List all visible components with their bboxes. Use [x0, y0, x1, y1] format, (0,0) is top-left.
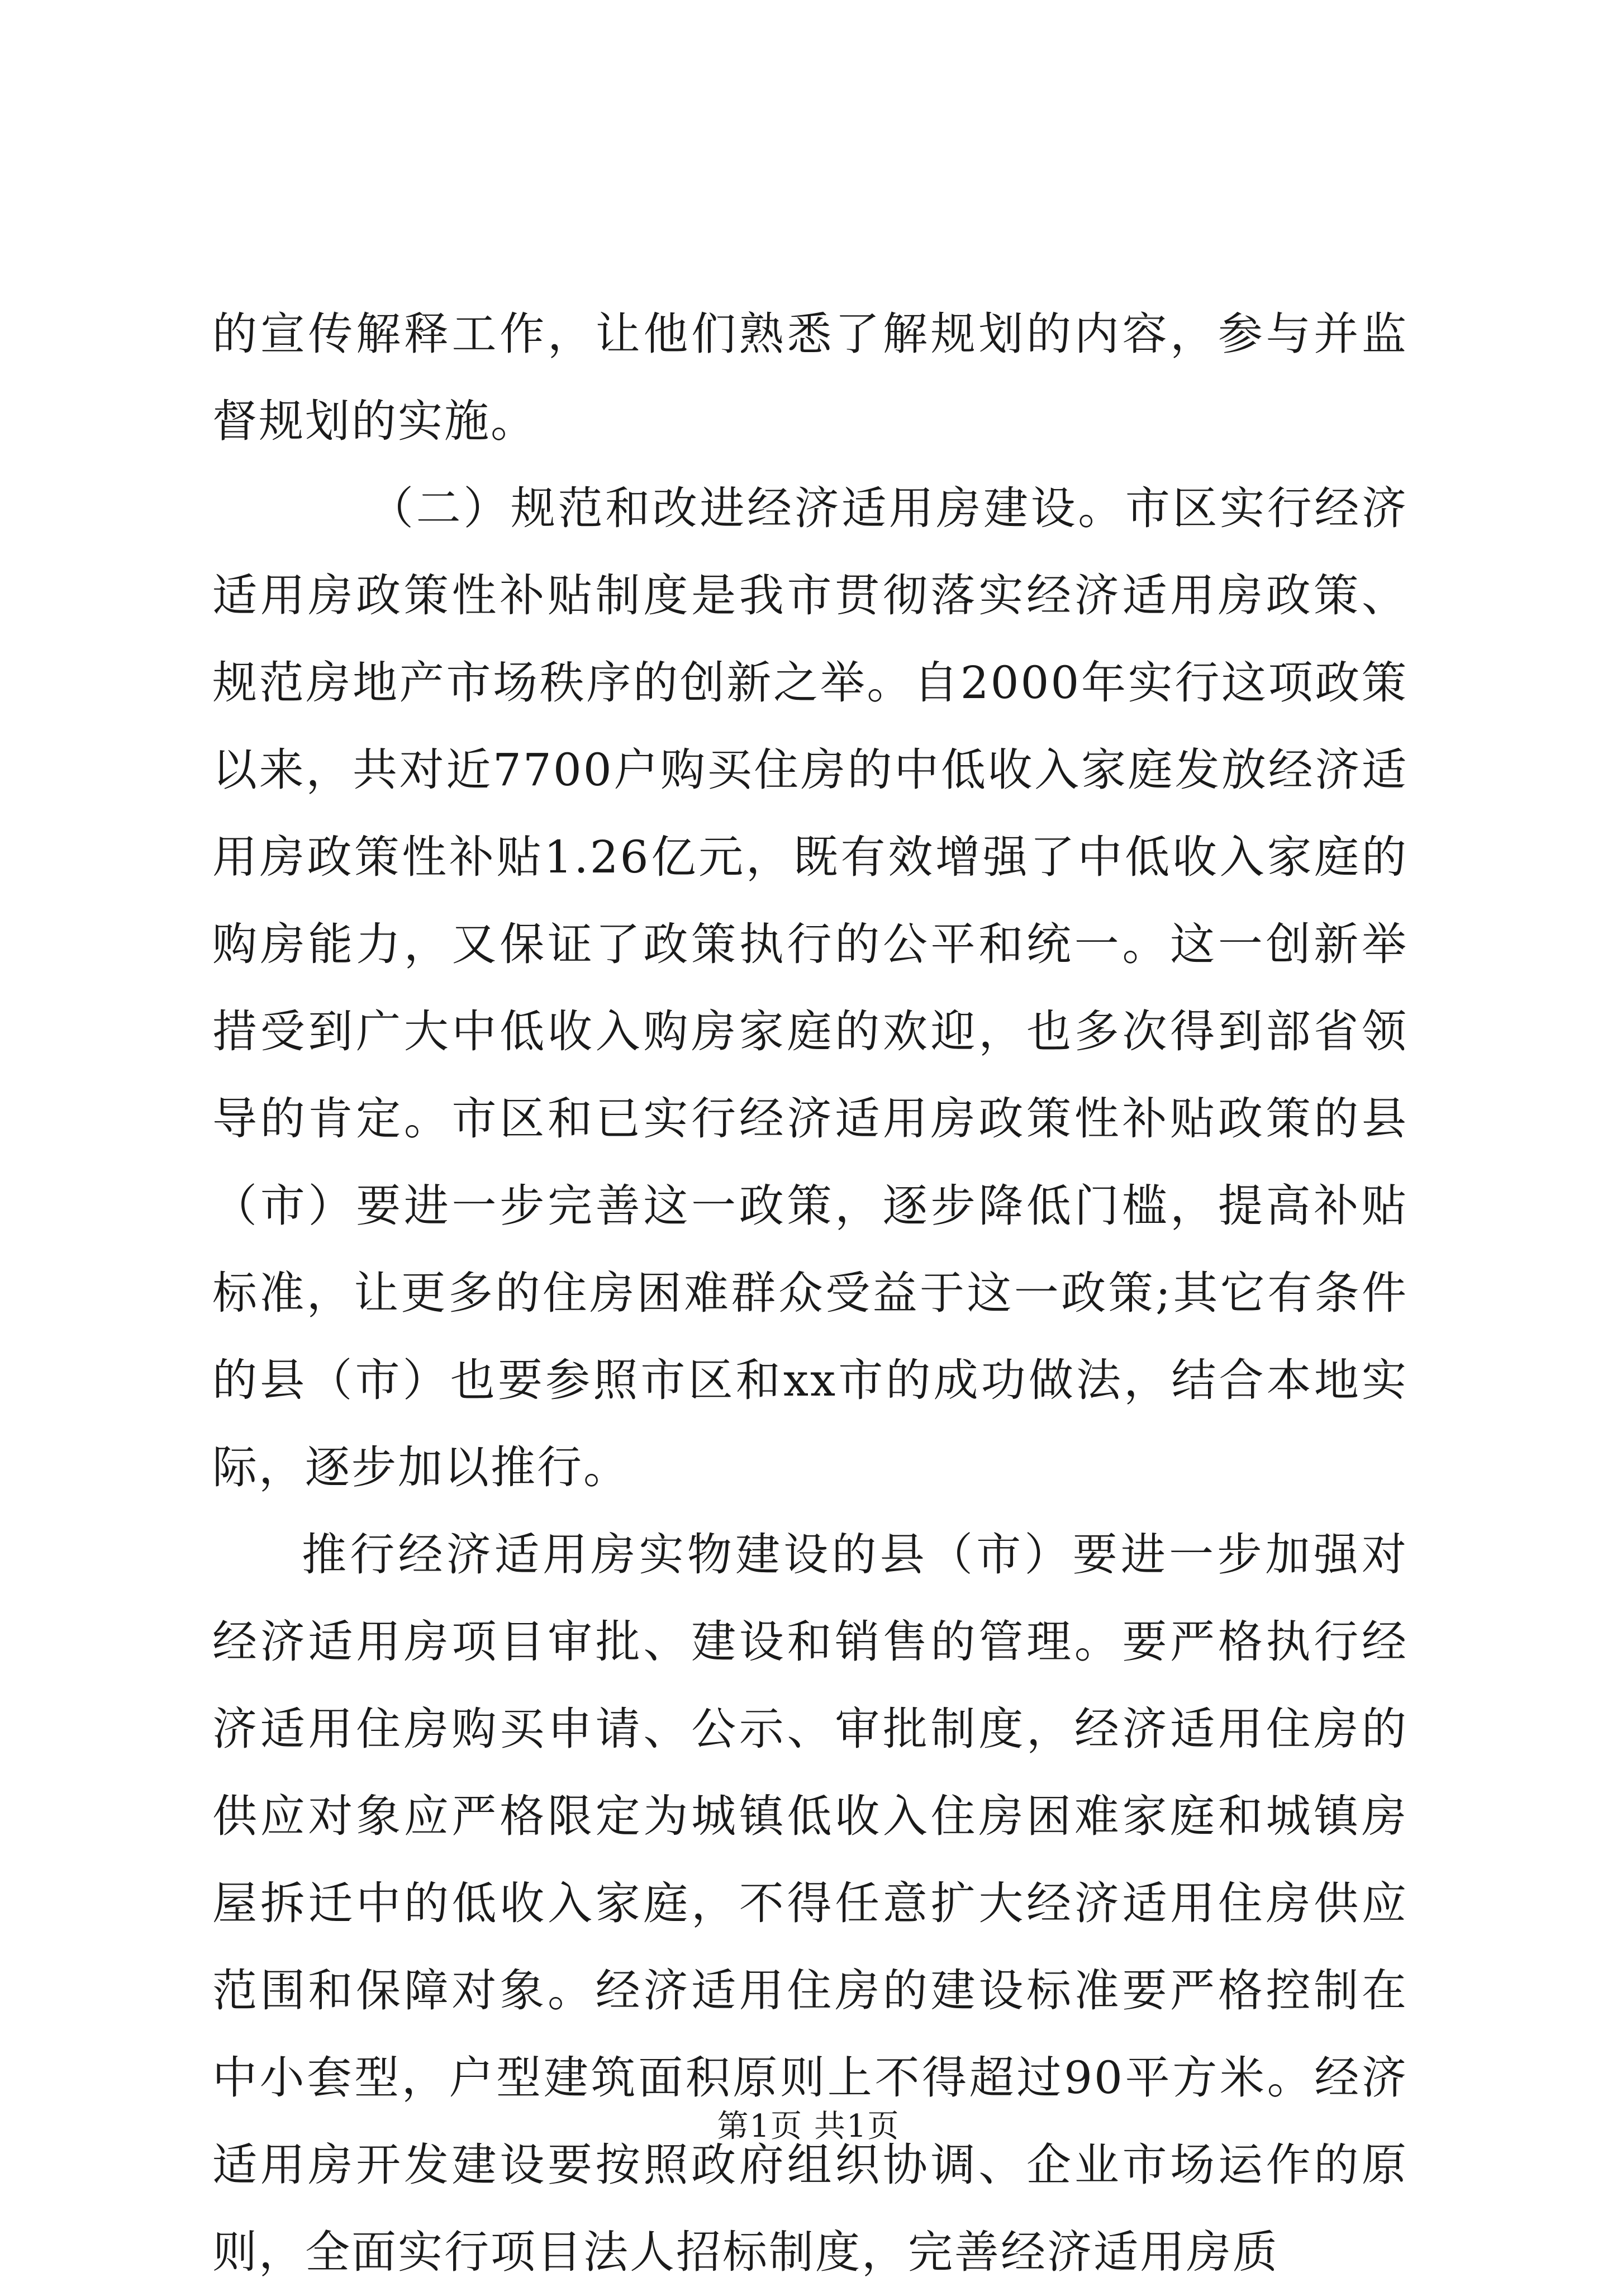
paragraph-continuation: 的宣传解释工作，让他们熟悉了解规划的内容，参与并监督规划的实施。 — [212, 308, 1408, 447]
document-body — [212, 291, 1408, 2296]
paragraph-implementation: 推行经济适用房实物建设的县（市）要进一步加强对经济适用房项目审批、建设和销售的管理。要严格执行经济适用住房购买申请、公示、审批制度，经济适用住房的供应对象应严格限定为城镇低收入住房困难家庭和城镇房屋拆迁中的低收入家庭，不得任意扩大经济适用住房供应范围和保障对象。经济适用住房的建设标准要严格控制在中小套型，户型建筑面积原则上不得超过90平方米。经济适用房开发建设要按照政府组织协调、企业市场运作的原则，全面实行项目法人招标制度，完善经济适用房质 — [212, 1529, 1408, 2278]
page-footer: 第1页 共1页 — [717, 2108, 900, 2145]
paragraph-section-two: （二）规范和改进经济适用房建设。市区实行经济适用房政策性补贴制度是我市贯彻落实经济适用房政策、规范房地产市场秩序的创新之举。自2000年实行这项政策以来，共对近7700户购买住房的中低收入家庭发放经济适用房政策性补贴1.26亿元，既有效增强了中低收入家庭的购房能力，又保证了政策执行的公平和统一。这一创新举措受到广大中低收入购房家庭的欢迎，也多次得到部省领导的肯定。市区和已实行经济适用房政策性补贴政策的县（市）要进一步完善这一政策，逐步降低门槛，提高补贴标准，让更多的住房困难群众受益于这一政策;其它有条件的县（市）也要参照市区和xx市的成功做法，结合本地实际，逐步加以推行。 — [212, 482, 1408, 1493]
